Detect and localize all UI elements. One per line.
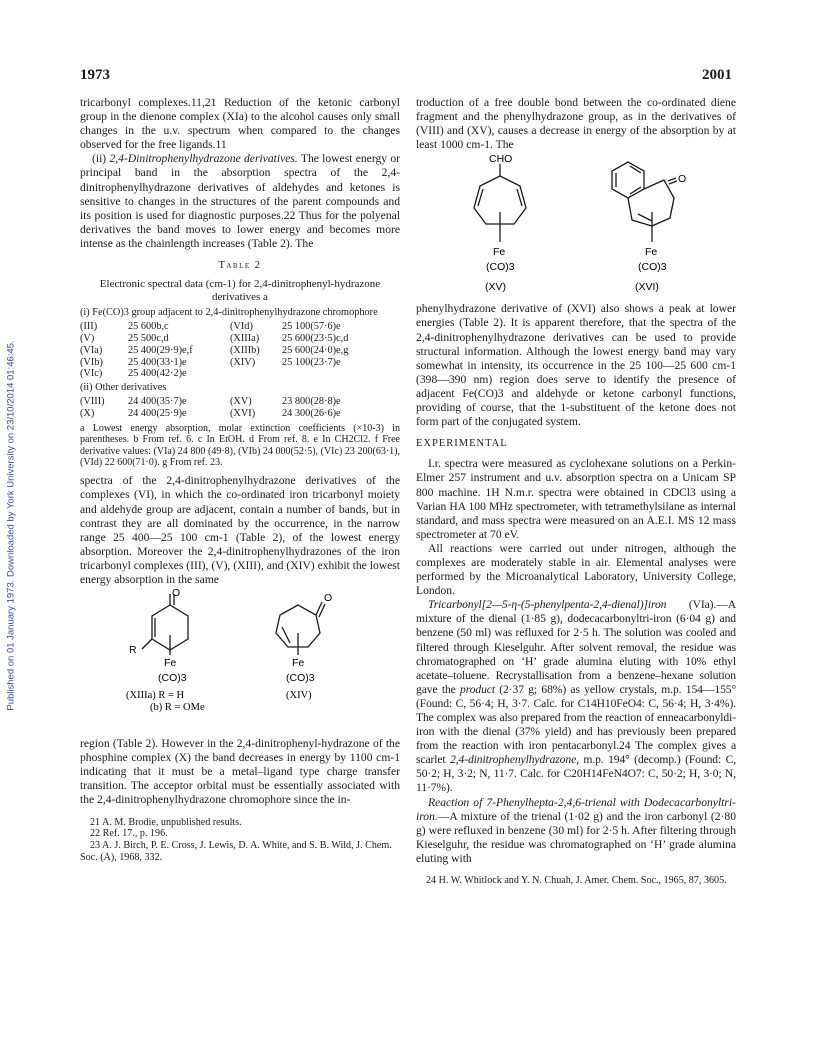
table-cell bbox=[230, 368, 282, 380]
right-references bbox=[416, 875, 736, 887]
label-co-xvi: (CO)3 bbox=[638, 261, 667, 274]
table-cell: (VIc) bbox=[80, 368, 103, 380]
right-column bbox=[416, 96, 736, 887]
label-cho: CHO bbox=[489, 153, 513, 166]
table-section-1: (i) Fe(CO)3 group adjacent to 2,4-dinitrophenylhydrazone chromophore bbox=[80, 307, 378, 319]
right-paragraph-2: phenylhydrazone derivative of (XVI) also shows a peak at lower energies (Table 2). It is apparent therefore, that the spectra of the 2,4-dinitrophenylhydrazone derivatives can be used to provide structural information. Although the lowest energy band may vary somewhat in intensity, its occurrence in the 25 100—25 600 cm-1 (398—390 nm) region does serve to identify the presence of adjacent Fe(CO)3 and aldehyde or ketone carbonyl functions, providing of course, that the 1-substituent of the ketone does not form part of the conjugated system. bbox=[416, 302, 736, 429]
reaction-title: Reaction of 7-Phenylhepta-2,4,6-trienal with Dodecacarbonyltri-iron. bbox=[416, 795, 736, 823]
table-cell: (V) bbox=[80, 332, 95, 344]
right-paragraph-5: Tricarbonyl[2—5-η-(5-phenylpenta-2,4-dienal)]iron (VIa).—A mixture of the dienal (1·85 g), dodecacarbonyltri-iron (6·04 g) and benzene (50 ml) was refluxed for 2·5 h. The solution was cooled and filtered through Kieselguhr. After solvent removal, the residue was chromatographed on ‘H’ grade alumina eluting with 10% ethyl acetate–toluene. Recrystallisation from a benzene–hexane solution gave the product (2·37 g; 68%) as yellow crystals, m.p. 154—155° (Found: C, 56·4; H, 3·7. Calc. for C14H10FeO4: C, 56·4; H, 3·4%). The complex was also prepared from the reaction of enneacarbonyldi-iron with the dienal (37% yield) and has previously been prepared from the reaction with iron pentacarbonyl.24 The complex gives a scarlet 2,4-dinitrophenylhydrazone, m.p. 194° (decomp.) (Found: C, 50·2; H, 3·2; N, 11·7. Calc. for C20H14FeN4O7: C, 50·2; H, 3·0; N, 11·7%). bbox=[416, 598, 736, 795]
side-note-text: Published on 01 January 1973. Downloaded by York University on 23/10/2014 01:46:45. bbox=[5, 339, 17, 711]
label-xvi: (XVI) bbox=[635, 281, 659, 294]
label-fe-a: Fe bbox=[164, 657, 177, 670]
table-cell: 24 400(25·9)e bbox=[128, 407, 187, 419]
label-fe-b: Fe bbox=[292, 657, 305, 670]
table-rows-1 bbox=[80, 321, 400, 380]
left-references bbox=[80, 817, 400, 864]
table-cell: (X) bbox=[80, 407, 95, 419]
reference-24: 24 H. W. Whitlock and Y. N. Chuah, J. Amer. Chem. Soc., 1965, 87, 3605. bbox=[426, 875, 727, 887]
left-paragraph-4: region (Table 2). However in the 2,4-dinitrophenyl-hydrazone of the phosphine complex (X) the band decreases in energy by 1100 cm-1 indicating that it must be a metal–ligand type charge transfer transition. The acceptor orbital must be essentially associated with the 2,4-dinitrophenylhydrazone chromophore since the in- bbox=[80, 737, 400, 807]
label-xiiib: (b) R = OMe bbox=[150, 702, 205, 714]
compound-title-via: Tricarbonyl[2—5-η-(5-phenylpenta-2,4-dienal)]iron bbox=[428, 598, 667, 612]
label-xv: (XV) bbox=[485, 281, 506, 294]
publication-side-note bbox=[4, 200, 18, 850]
left-paragraph-3: spectra of the 2,4-dinitrophenylhydrazone derivatives of the complexes (VI), in which the co-ordinated iron tricarbonyl moiety and aldehyde group are adjacent, contain a number of bands, but in contrast they are all dominated by the occurrence, in the narrow range 25 400—25 100 cm-1 (Table 2), of the lowest energy absorption. Moreover the 2,4-dinitrophenylhydrazones of the iron tricarbonyl complexes (III), (V), (XIII), and (XIV) exhibit the lowest energy absorption in the same bbox=[80, 474, 400, 586]
table-cell: 25 400(33·1)e bbox=[128, 356, 187, 368]
table-cell: (XIV) bbox=[230, 356, 256, 368]
section-title-dnp: 2,4-Dinitrophenylhydrazone derivatives. bbox=[109, 152, 298, 166]
label-r: R bbox=[129, 644, 137, 657]
table-cell: (VIb) bbox=[80, 356, 103, 368]
label-xiiia: (XIIIa) R = H bbox=[126, 690, 185, 702]
section-experimental: EXPERIMENTAL bbox=[416, 438, 508, 450]
right-paragraph-4: All reactions were carried out under nitrogen, although the complexes are moderately stable in air. Elemental analyses were performed by the Microanalytical Laboratory, University College, London. bbox=[416, 541, 736, 598]
table-cell: 25 600b,c bbox=[128, 321, 169, 333]
tropone-ring bbox=[628, 180, 674, 226]
table-cell: (XIIIb) bbox=[230, 344, 260, 356]
label-fe-xvi: Fe bbox=[645, 246, 658, 259]
table-footnote: a Lowest energy absorption, molar extinction coefficients (×10-3) in parentheses. b From ref. 6. c In EtOH. d From ref. 8. e In CH2Cl2. f Free derivative values: (VIa) 24 800 (49·8), (VIb) 24 000(52·5), (VIc) 23 200(63·1), (VId) 22 600(71·0). g From ref. 23. bbox=[80, 422, 400, 468]
reference-23: 23 A. J. Birch, P. E. Cross, J. Lewis, D. A. White, and S. B. Wild, J. Chem. Soc. (A), 1968, 332. bbox=[80, 840, 392, 863]
table-cell: (III) bbox=[80, 321, 98, 333]
right-paragraph-1: troduction of a free double bond between the co-ordinated diene fragment and the phenylhydrazone group, as in the derivatives of (VIII) and (XV), causes a decrease in energy of the absorption by at least 1000 cm-1. The bbox=[416, 96, 736, 152]
table-cell: 25 100(57·6)e bbox=[282, 321, 341, 333]
table-cell: (XV) bbox=[230, 396, 252, 408]
table-title: Table 2 bbox=[218, 260, 262, 272]
left-paragraph-2: (ii) 2,4-Dinitrophenylhydrazone derivatives. The lowest energy or principal band in the absorption spectra of the 2,4-dinitrophenylhydrazone derivatives of aldehydes and ketones is sensitive to changes in the structures of the parent compounds and its position is used for diagnostic purposes.22 Thus for the polyenal derivatives the band moves to lower energy and becomes more intense as the chainlength increases (Table 2). The bbox=[80, 152, 401, 250]
table-cell bbox=[282, 368, 400, 380]
benzo-ring bbox=[612, 162, 644, 198]
label-co-a: (CO)3 bbox=[158, 672, 187, 685]
table-cell: 25 400(29·9)e,f bbox=[128, 344, 193, 356]
label-co-xv: (CO)3 bbox=[486, 261, 515, 274]
label-co-b: (CO)3 bbox=[286, 672, 315, 685]
reference-22: 22 Ref. 17., p. 196. bbox=[90, 828, 168, 840]
table-cell: 25 600(24·0)e,g bbox=[282, 344, 349, 356]
table-cell: 24 300(26·6)e bbox=[282, 407, 341, 419]
table-cell: (VId) bbox=[230, 321, 253, 333]
table-cell: 25 400(42·2)e bbox=[128, 368, 187, 380]
label-fe-xv: Fe bbox=[493, 246, 506, 259]
table-caption: Electronic spectral data (cm-1) for 2,4-dinitrophenyl-hydrazone derivatives a bbox=[99, 278, 381, 304]
label-o-b: O bbox=[324, 592, 333, 605]
header-page-number: 2001 bbox=[702, 67, 732, 83]
table-rows-2 bbox=[80, 396, 400, 420]
table-cell: 24 400(35·7)e bbox=[128, 396, 187, 408]
left-column bbox=[80, 96, 400, 864]
structure-figure-xv-xvi bbox=[416, 152, 736, 302]
header-year: 1973 bbox=[80, 67, 110, 83]
left-paragraph-1: tricarbonyl complexes.11,21 Reduction of the ketonic carbonyl group in the dienone complex (XIa) to the alcohol causes only small changes in the u.v. spectrum when compared to the changes observed for the free ligands.11 bbox=[80, 96, 400, 152]
table-cell: (XIIIa) bbox=[230, 332, 260, 344]
table-cell: (VIa) bbox=[80, 344, 103, 356]
right-paragraph-6: Reaction of 7-Phenylhepta-2,4,6-trienal with Dodecacarbonyltri-iron.—A mixture of the trienal (1·02 g) and the iron carbonyl (2·80 g) were refluxed in benzene (30 ml) for 2·5 h. After filtering through Kieselguhr, the residue was chromatographed on ‘H’ grade alumina eluting with bbox=[416, 795, 736, 865]
table-cell: (XVI) bbox=[230, 407, 256, 419]
label-o-a: O bbox=[172, 587, 181, 600]
label-xiv: (XIV) bbox=[286, 690, 312, 702]
label-o-xvi: O bbox=[678, 173, 687, 186]
reference-21: 21 A. M. Brodie, unpublished results. bbox=[90, 816, 242, 828]
table-cell: 25 500c,d bbox=[128, 332, 169, 344]
table-cell: (VIII) bbox=[80, 396, 105, 408]
structure-figure-xiii-xiv bbox=[80, 587, 400, 737]
table-cell: 25 600(23·5)c,d bbox=[282, 332, 349, 344]
table-cell: 25 100(23·7)e bbox=[282, 356, 341, 368]
table-section-2: (ii) Other derivatives bbox=[80, 382, 167, 394]
table-cell: 23 800(28·8)e bbox=[282, 396, 341, 408]
table-2 bbox=[80, 259, 400, 468]
right-paragraph-3: I.r. spectra were measured as cyclohexane solutions on a Perkin-Elmer 257 instrument and u.v. absorption spectra on a Unicam SP 800 machine. 1H N.m.r. spectra were obtained in CDCl3 using a Varian HA 100 MHz spectrometer, with tetramethylsilane as internal standard, and mass spectra were measured on an A.E.I. MS 12 mass spectrometer at 70 eV. bbox=[416, 457, 736, 541]
